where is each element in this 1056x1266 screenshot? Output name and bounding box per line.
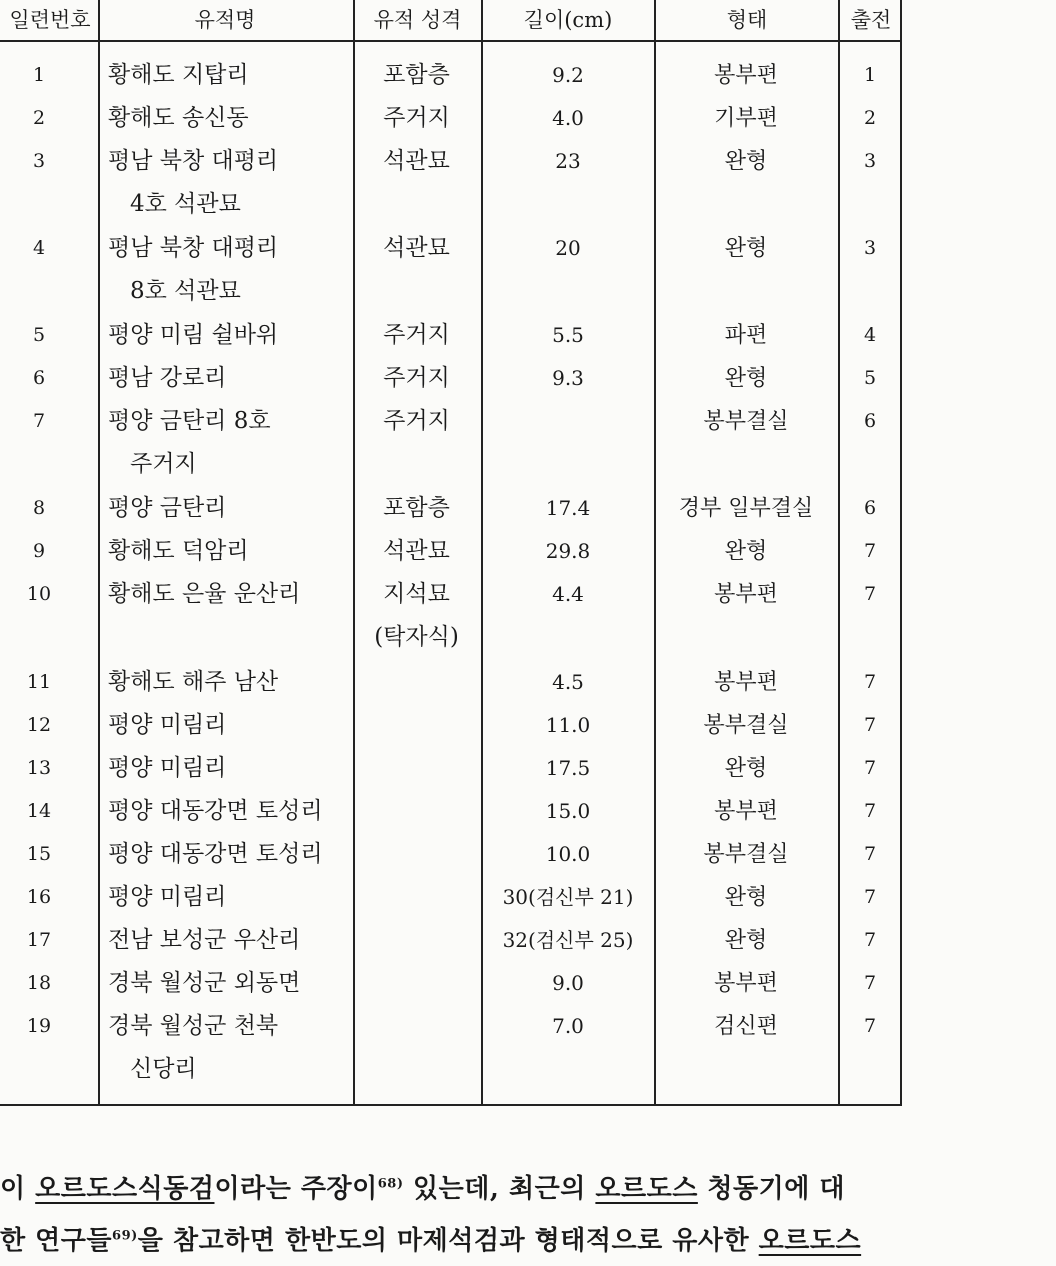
cell-form: 검신편 <box>714 1014 778 1039</box>
cell-source: 3 <box>863 237 877 259</box>
cell-site: 황해도 은율 운산리 <box>108 581 301 607</box>
cell-site: 평양 금탄리 8호 주거지 <box>108 408 271 477</box>
cell-source: 3 <box>863 150 877 172</box>
cell-type: 지석묘 (탁자식) <box>374 581 459 650</box>
cell-site: 평양 미림리 <box>108 712 227 738</box>
cell-length: 4.4 <box>552 582 584 606</box>
cell-source: 7 <box>863 757 877 779</box>
cell-no: 18 <box>26 972 52 994</box>
cell-form: 경부 일부결실 <box>678 496 814 521</box>
cell-site: 평남 북창 대평리 4호 석관묘 <box>108 148 279 217</box>
cell-no: 2 <box>32 107 46 129</box>
cell-site: 평남 강로리 <box>108 365 227 391</box>
cell-form: 봉부편 <box>714 799 778 824</box>
cell-length: 17.4 <box>545 496 591 520</box>
cell-type: 주거지 <box>383 408 450 434</box>
cell-no: 4 <box>32 237 46 259</box>
cell-source: 7 <box>863 714 877 736</box>
cell-site: 경북 월성군 외동면 <box>108 970 301 996</box>
cell-source: 6 <box>863 497 877 519</box>
cell-source: 7 <box>863 972 877 994</box>
cell-length: 7.0 <box>552 1014 584 1038</box>
cell-no: 3 <box>32 150 46 172</box>
cell-no: 8 <box>32 497 46 519</box>
cell-no: 16 <box>26 886 52 908</box>
cell-length: 11.0 <box>545 713 591 737</box>
cell-form: 완형 <box>724 366 768 391</box>
header-site: 유적명 <box>194 8 256 32</box>
cell-length: 20 <box>555 236 581 260</box>
cell-no: 5 <box>32 324 46 346</box>
cell-type: 주거지 <box>383 105 450 131</box>
cell-length: 15.0 <box>545 799 591 823</box>
cell-form: 완형 <box>724 885 768 910</box>
cell-form: 완형 <box>724 928 768 953</box>
cell-form: 봉부편 <box>714 971 778 996</box>
cell-site: 황해도 송신동 <box>108 105 249 131</box>
paragraph-line-1: 이 오르도스식동검이라는 주장이$^{68)}$ 있는데, 최근의 오르도스 청동기에 대 <box>0 1174 846 1204</box>
header-type: 유적 성격 <box>373 8 462 32</box>
cell-form: 기부편 <box>714 106 778 131</box>
bottom-rule <box>0 1104 902 1106</box>
cell-site: 전남 보성군 우산리 <box>108 927 301 953</box>
cell-form: 파편 <box>724 323 768 348</box>
cell-site: 황해도 해주 남산 <box>108 669 279 695</box>
header-rule <box>0 40 902 42</box>
cell-length: 29.8 <box>545 539 591 563</box>
footnote-ref[interactable]: 68) <box>377 1176 404 1192</box>
cell-length: 30(검신부 21) <box>502 885 634 909</box>
cell-no: 12 <box>26 714 52 736</box>
cell-site: 평양 금탄리 <box>108 495 227 521</box>
cell-type: 석관묘 <box>383 538 450 564</box>
header-form: 형태 <box>726 8 768 32</box>
cell-source: 4 <box>863 324 877 346</box>
cell-source: 7 <box>863 1015 877 1037</box>
cell-source: 1 <box>863 64 877 86</box>
cell-length: 32(검신부 25) <box>502 928 634 952</box>
cell-no: 6 <box>32 367 46 389</box>
cell-source: 7 <box>863 540 877 562</box>
cell-form: 완형 <box>724 756 768 781</box>
cell-no: 7 <box>32 410 46 432</box>
header-source: 출전 <box>850 8 892 32</box>
cell-source: 7 <box>863 843 877 865</box>
cell-no: 15 <box>26 843 52 865</box>
column-divider <box>900 0 902 1106</box>
cell-source: 7 <box>863 929 877 951</box>
cell-source: 2 <box>863 107 877 129</box>
cell-form: 완형 <box>724 539 768 564</box>
cell-site: 평양 미림리 <box>108 755 227 781</box>
cell-form: 완형 <box>724 149 768 174</box>
cell-site: 황해도 덕암리 <box>108 538 249 564</box>
cell-length: 9.3 <box>552 366 584 390</box>
header-no: 일련번호 <box>9 8 91 32</box>
cell-no: 10 <box>26 583 52 605</box>
cell-no: 13 <box>26 757 52 779</box>
cell-type: 주거지 <box>383 322 450 348</box>
cell-site: 평양 대동강면 토성리 <box>108 841 323 867</box>
cell-source: 7 <box>863 671 877 693</box>
cell-length: 9.0 <box>552 971 584 995</box>
cell-source: 7 <box>863 800 877 822</box>
cell-source: 7 <box>863 583 877 605</box>
cell-length: 4.0 <box>552 106 584 130</box>
cell-form: 봉부편 <box>714 63 778 88</box>
cell-source: 6 <box>863 410 877 432</box>
cell-no: 14 <box>26 800 52 822</box>
cell-length: 4.5 <box>552 670 584 694</box>
cell-length: 5.5 <box>552 323 584 347</box>
cell-type: 포함층 <box>383 495 450 521</box>
cell-type: 주거지 <box>383 365 450 391</box>
cell-form: 봉부편 <box>714 582 778 607</box>
cell-type: 포함층 <box>383 62 450 88</box>
cell-form: 봉부결실 <box>703 409 789 434</box>
column-divider <box>98 0 100 1106</box>
cell-form: 봉부결실 <box>703 842 789 867</box>
cell-source: 7 <box>863 886 877 908</box>
cell-source: 5 <box>863 367 877 389</box>
cell-no: 17 <box>26 929 52 951</box>
cell-length: 10.0 <box>545 842 591 866</box>
cell-type: 석관묘 <box>383 148 450 174</box>
cell-no: 1 <box>32 64 46 86</box>
cell-type: 석관묘 <box>383 235 450 261</box>
cell-form: 봉부편 <box>714 670 778 695</box>
paragraph-line-2: 한 연구들$^{69)}$을 참고하면 한반도의 마제석검과 형태적으로 유사한 오르도스 <box>0 1226 862 1256</box>
footnote-ref[interactable]: 69) <box>112 1228 138 1244</box>
cell-length: 23 <box>555 149 581 173</box>
cell-site: 평남 북창 대평리 8호 석관묘 <box>108 235 279 304</box>
cell-site: 평양 미림 쉴바위 <box>108 322 279 348</box>
cell-form: 봉부결실 <box>703 713 789 738</box>
cell-length: 17.5 <box>545 756 591 780</box>
cell-site: 황해도 지탑리 <box>108 62 249 88</box>
cell-site: 평양 대동강면 토성리 <box>108 798 323 824</box>
cell-form: 완형 <box>724 236 768 261</box>
cell-no: 9 <box>32 540 46 562</box>
header-length: 길이(cm) <box>523 8 613 32</box>
cell-length: 9.2 <box>552 63 584 87</box>
cell-site: 평양 미림리 <box>108 884 227 910</box>
cell-no: 19 <box>26 1015 52 1037</box>
cell-site: 경북 월성군 천북 신당리 <box>108 1013 279 1082</box>
cell-no: 11 <box>26 671 52 693</box>
